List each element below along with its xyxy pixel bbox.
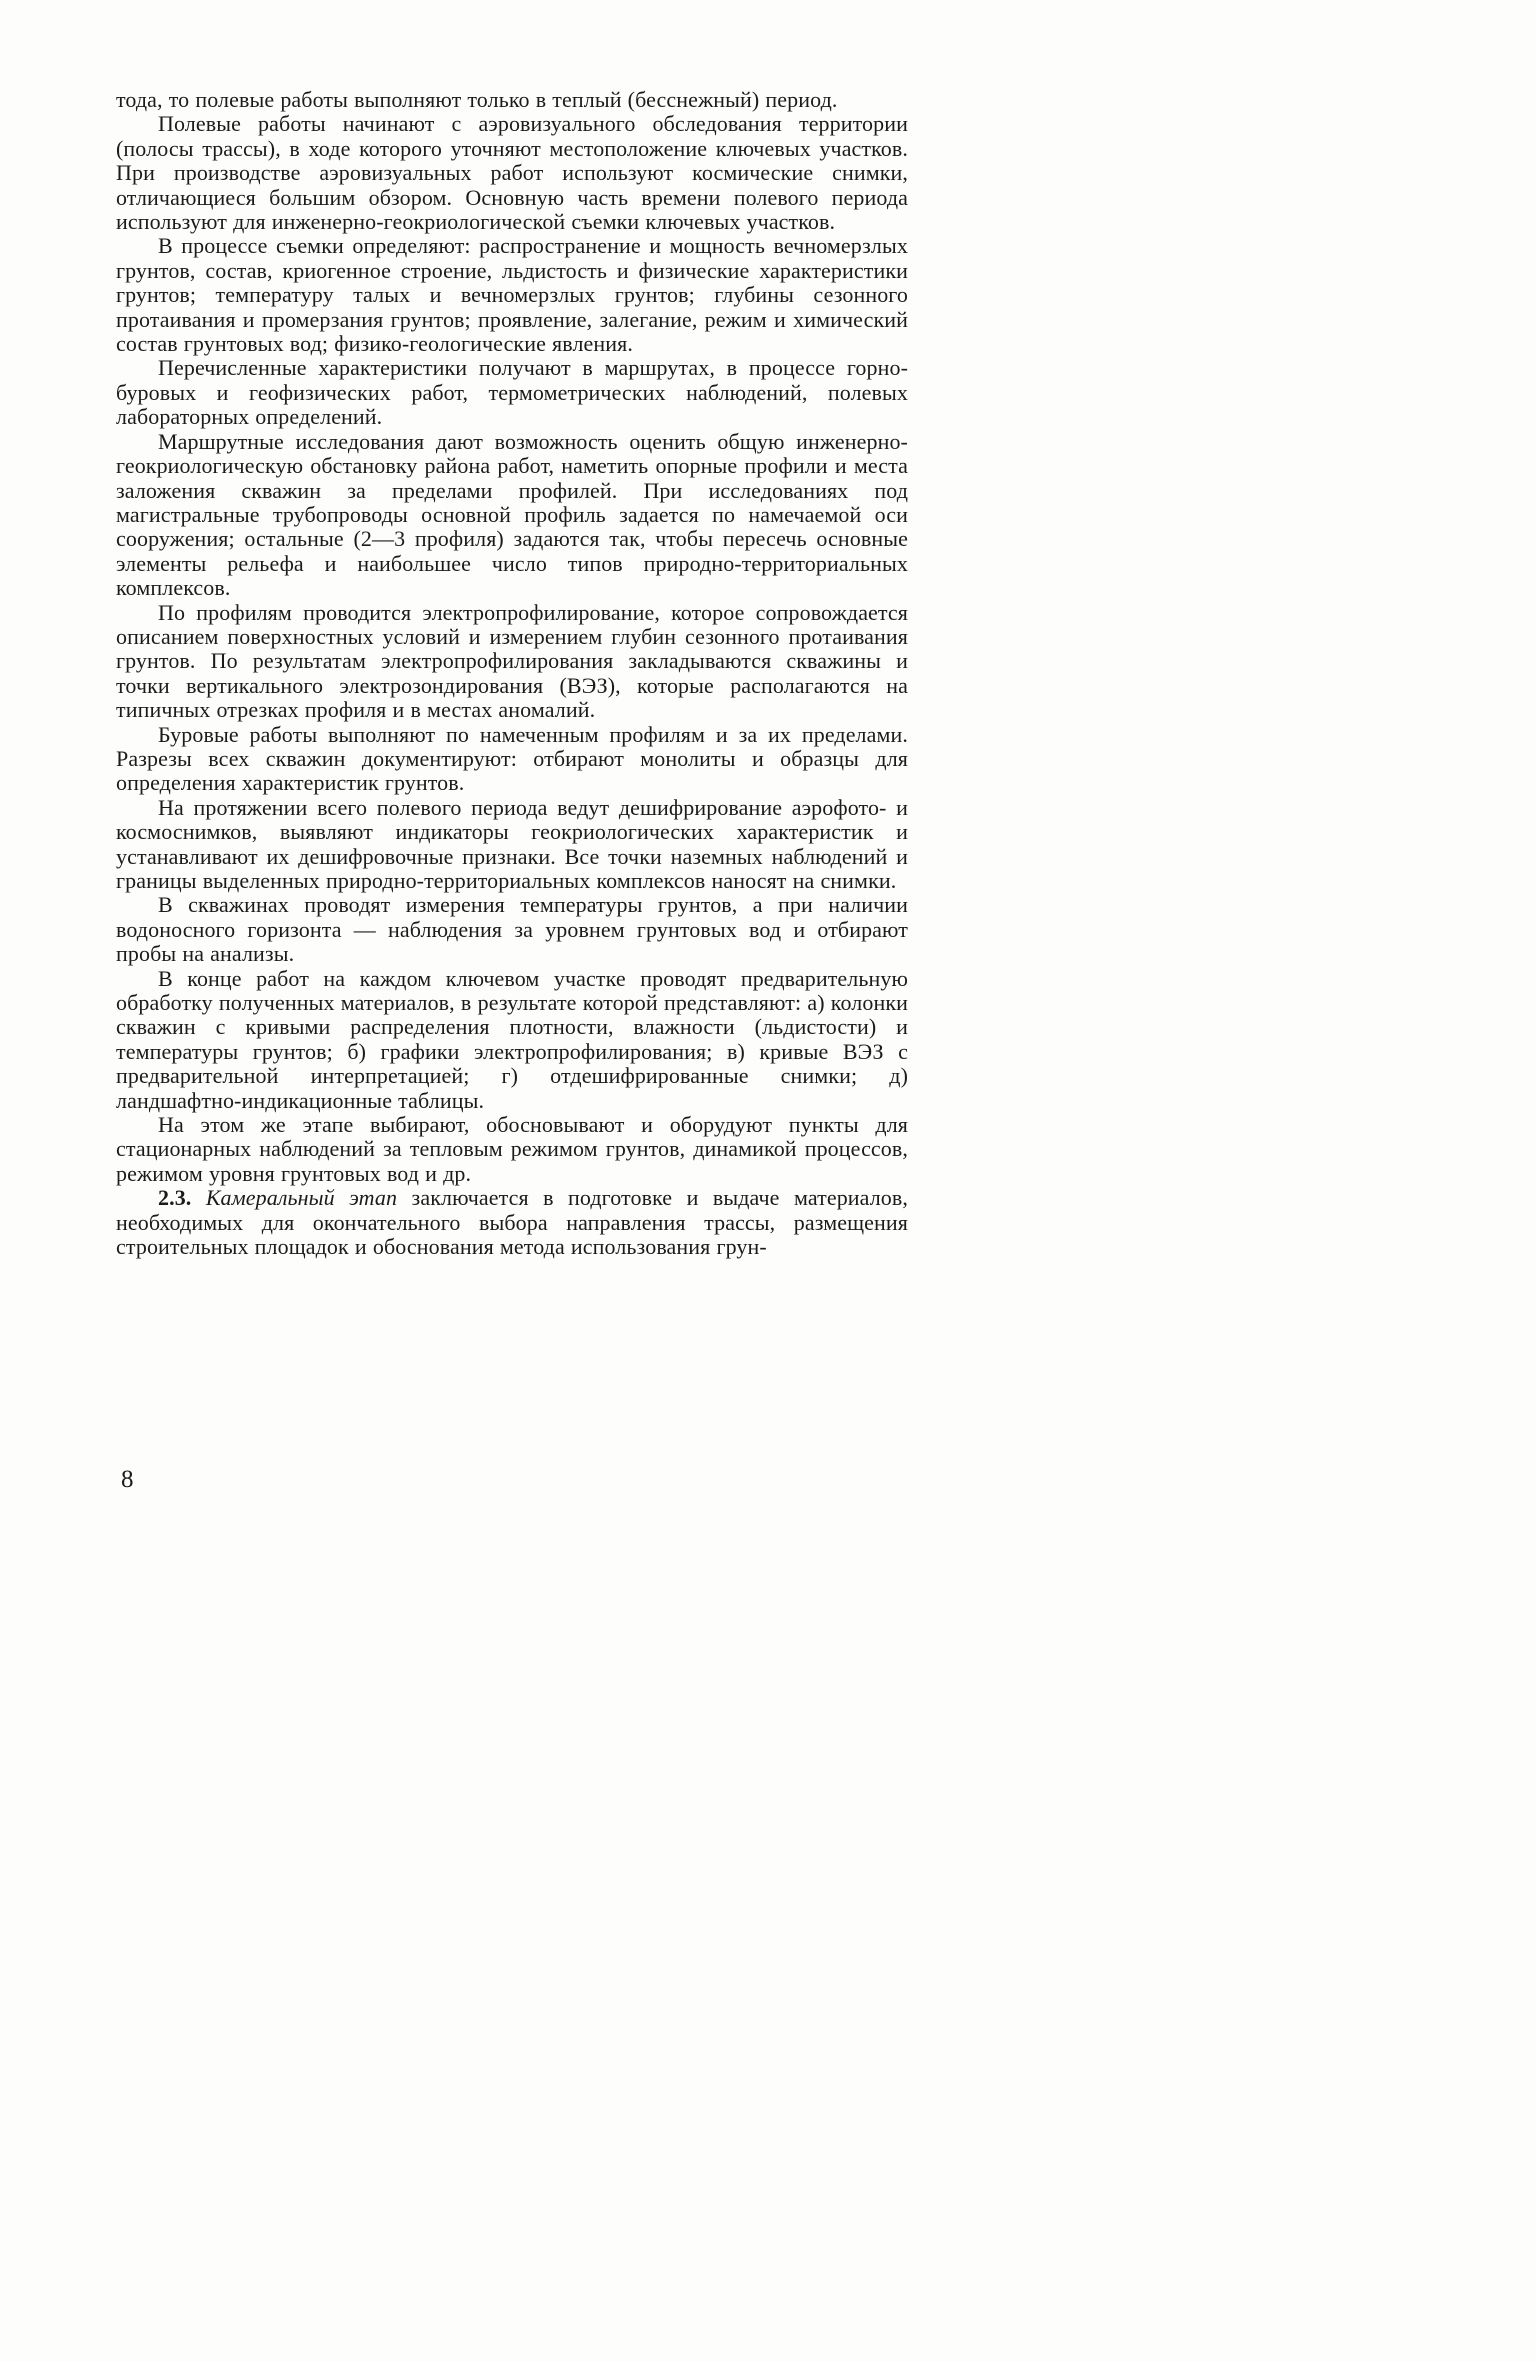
paragraph: В конце работ на каждом ключевом участке проводят предварительную обработку полученных материалов, в результате которой представляют: а) колонки скважин с кривыми распределения плотности, влажности (льдистости) и температуры грунтов; б) графики электропрофилирования; в) кривые ВЭЗ с предварительной интерпретацией; г) отдешифрированные снимки; д) ландшафтно-индикационные таблицы. [116,965,908,1113]
paragraph: Буровые работы выполняют по намеченным профилям и за их пределами. Разрезы всех скважин документируют: отбирают монолиты и образцы для определения характеристик грунтов. [116,721,908,796]
paragraph: тода, то полевые работы выполняют только в теплый (бесснежный) период. [116,87,838,112]
paragraph: На протяжении всего полевого периода ведут дешифрирование аэрофото- и космоснимков, выявляют индикаторы геокриологических характеристик и устанавливают их дешифровочные признаки. Все точки наземных наблюдений и границы выделенных природно-территориальных комплексов наносят на снимки. [116,794,908,893]
paragraph: В процессе съемки определяют: распространение и мощность вечномерзлых грунтов, состав, криогенное строение, льдистость и физические характеристики грунтов; температуру талых и вечномерзлых грунтов; глубины сезонного протаивания и промерзания грунтов; проявление, залегание, режим и химический состав грунтовых вод; физико-геологические явления. [116,233,908,357]
paragraph: По профилям проводится электропрофилирование, которое сопровождается описанием поверхностных условий и измерением глубин сезонного протаивания грунтов. По результатам электропрофилирования закладываются скважины и точки вертикального электрозондирования (ВЭЗ), которые располагаются на типичных отрезках профиля и в местах аномалий. [116,599,908,723]
paragraph: Полевые работы начинают с аэровизуального обследования территории (полосы трассы), в ходе которого уточняют местоположение ключевых участков. При производстве аэровизуальных работ используют космические снимки, отличающиеся большим обзором. Основную часть времени полевого периода используют для инженерно-геокриологической съемки ключевых участков. [116,111,908,235]
paragraph: Перечисленные характеристики получают в маршрутах, в процессе горно-буровых и геофизических работ, термометрических наблюдений, полевых лабораторных определений. [116,355,908,430]
section-text: заключается в подготовке и выдаче материалов, необходимых для окончательного выбора направления трассы, размещения строительных площадок и обоснования метода использования грун- [116,1185,908,1260]
paragraph-section-2-3 [116,1186,908,1259]
page-text [116,88,908,1260]
paragraph: На этом же этапе выбирают, обосновывают и оборудуют пункты для стационарных наблюдений за тепловым режимом грунтов, динамикой процессов, режимом уровня грунтовых вод и др. [116,1112,908,1186]
section-number: 2.3. [158,1185,192,1211]
section-title: Камеральный этап [205,1185,398,1211]
paragraph: В скважинах проводят измерения температуры грунтов, а при наличии водоносного горизонта — наблюдения за уровнем грунтовых вод и отбирают пробы на анализы. [116,892,908,967]
page-number: 8 [121,1466,134,1493]
paragraph: Маршрутные исследования дают возможность оценить общую инженерно-геокриологическую обстановку района работ, наметить опорные профили и места заложения скважин за пределами профилей. При исследованиях под магистральные трубопроводы основной профиль задается по намечаемой оси сооружения; остальные (2—3 профиля) задаются так, чтобы пересечь основные элементы рельефа и наибольшее число типов природно-территориальных комплексов. [116,428,908,601]
